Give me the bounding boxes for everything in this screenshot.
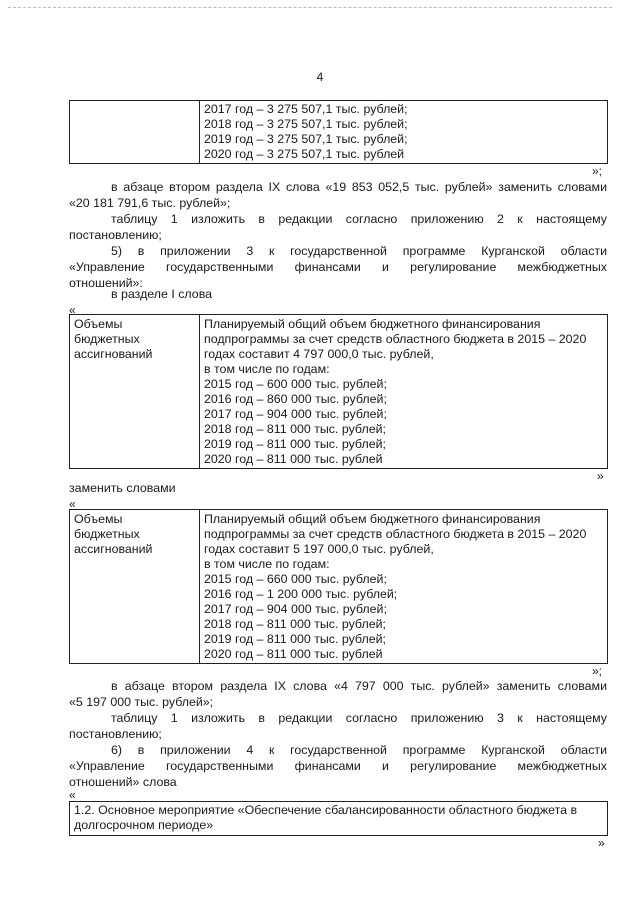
table-top-line: 2019 год – 3 275 507,1 тыс. рублей;: [204, 132, 408, 146]
close-quote: »: [597, 469, 604, 483]
cell-line: 2017 год – 904 000 тыс. рублей;: [204, 602, 387, 616]
cell-line: в том числе по годам:: [204, 362, 330, 376]
paragraph-line: таблицу 1 изложить в редакции согласно приложению 2 к настоящему: [111, 212, 607, 226]
cell-line: в том числе по годам:: [204, 557, 330, 571]
table-top-line: 2017 год – 3 275 507,1 тыс. рублей;: [204, 102, 408, 116]
cell-line: 2017 год – 904 000 тыс. рублей;: [204, 407, 387, 421]
table-old-volumes: [69, 314, 608, 469]
cell-line: 2016 год – 860 000 тыс. рублей;: [204, 392, 387, 406]
open-quote: «: [69, 497, 76, 511]
table-right-cell: [204, 512, 586, 662]
table-left-cell: [74, 512, 152, 557]
scan-edge-line: [8, 7, 612, 8]
paragraph-2: [69, 211, 607, 243]
cell-line: 2015 год – 660 000 тыс. рублей;: [204, 572, 387, 586]
cell-line: 2018 год – 811 000 тыс. рублей;: [204, 422, 386, 436]
table-top-divider: [199, 101, 200, 163]
cell-line: ассигнований: [74, 542, 153, 556]
cell-line: 1.2. Основное мероприятие «Обеспечение сбалансированности областного бюджета в: [74, 803, 578, 817]
open-quote: «: [69, 788, 76, 802]
cell-line: 2015 год – 600 000 тыс. рублей;: [204, 377, 387, 391]
cell-line: годах составит 4 797 000,0 тыс. рублей,: [204, 347, 434, 361]
paragraph-line: «5 197 000 тыс. рублей»;: [69, 695, 214, 709]
paragraph-line: отношений»:: [69, 276, 143, 290]
table-main-activity: [69, 801, 608, 836]
replace-text: заменить словами: [69, 481, 176, 495]
cell-line: 2020 год – 811 000 тыс. рублей: [204, 452, 383, 466]
paragraph-4: в разделе I слова: [111, 287, 213, 301]
table-top-right-cell: [204, 102, 408, 162]
cell-line: Объемы: [74, 512, 123, 526]
paragraph-line: постановлению;: [69, 727, 162, 741]
close-quote: »;: [592, 664, 603, 678]
paragraph-line: «20 181 791,6 тыс. рублей»;: [69, 196, 231, 210]
close-quote: »;: [592, 164, 603, 178]
paragraph-line: 6) в приложении 4 к государственной программе Курганской области: [111, 743, 607, 757]
table-top-line: 2020 год – 3 275 507,1 тыс. рублей: [204, 147, 405, 161]
table-left-cell: [74, 317, 152, 362]
cell-line: бюджетных: [74, 527, 140, 541]
paragraph-line: 5) в приложении 3 к государственной программе Курганской области: [111, 244, 607, 258]
table-divider: [199, 510, 200, 663]
table-cell: [74, 803, 577, 833]
table-top-line: 2018 год – 3 275 507,1 тыс. рублей;: [204, 117, 408, 131]
cell-line: долгосрочном периоде»: [74, 818, 214, 832]
paragraph-5: [69, 678, 607, 710]
paragraph-line: отношений» слова: [69, 775, 177, 789]
cell-line: Планируемый общий объем бюджетного финансирования: [204, 317, 541, 331]
paragraph-1: [69, 179, 607, 211]
cell-line: подпрограммы за счет средств областного бюджета в 2015 – 2020: [204, 332, 587, 346]
cell-line: 2018 год – 811 000 тыс. рублей;: [204, 617, 386, 631]
paragraph-line: в абзаце втором раздела IX слова «19 853 052,5 тыс. рублей» заменить словами: [111, 180, 607, 194]
cell-line: бюджетных: [74, 332, 140, 346]
cell-line: годах составит 5 197 000,0 тыс. рублей,: [204, 542, 434, 556]
cell-line: ассигнований: [74, 347, 153, 361]
open-quote: «: [69, 303, 76, 317]
paragraph-line: в абзаце втором раздела IX слова «4 797 000 тыс. рублей» заменить словами: [111, 679, 607, 693]
paragraph-line: «Управление государственными финансами и регулирование межбюджетных: [69, 260, 607, 274]
cell-line: 2020 год – 811 000 тыс. рублей: [204, 647, 383, 661]
paragraph-line: таблицу 1 изложить в редакции согласно приложению 3 к настоящему: [111, 711, 607, 725]
paragraph-line: «Управление государственными финансами и регулирование межбюджетных: [69, 759, 607, 773]
table-right-cell: [204, 317, 586, 467]
cell-line: Планируемый общий объем бюджетного финансирования: [204, 512, 541, 526]
table-divider: [199, 315, 200, 468]
table-new-volumes: [69, 509, 608, 664]
close-quote: »: [598, 836, 605, 850]
cell-line: 2019 год – 811 000 тыс. рублей;: [204, 437, 386, 451]
paragraph-6: [69, 710, 607, 742]
page-number: 4: [316, 70, 324, 84]
cell-line: 2016 год – 1 200 000 тыс. рублей;: [204, 587, 398, 601]
paragraph-7: [69, 742, 607, 790]
cell-line: 2019 год – 811 000 тыс. рублей;: [204, 632, 386, 646]
cell-line: Объемы: [74, 317, 123, 331]
table-top: [69, 100, 608, 164]
cell-line: подпрограммы за счет средств областного бюджета в 2015 – 2020: [204, 527, 587, 541]
paragraph-3: [69, 243, 607, 291]
paragraph-line: постановлению;: [69, 228, 162, 242]
